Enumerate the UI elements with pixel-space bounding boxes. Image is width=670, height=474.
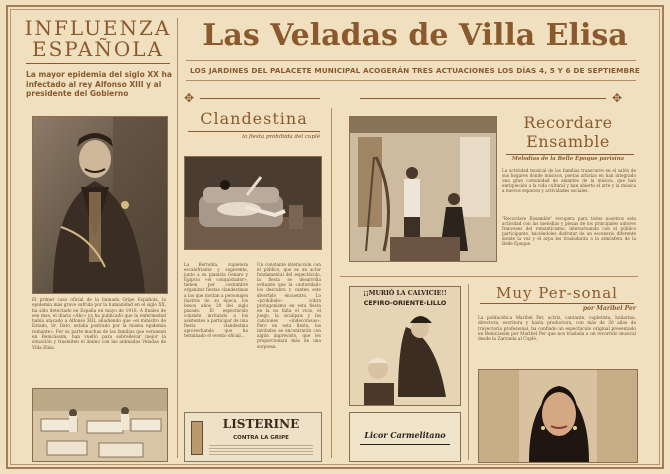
- maribel-photo: [478, 369, 638, 463]
- ornament-left: ✥: [184, 91, 195, 105]
- king-photo: [32, 116, 168, 294]
- muy-byline: por Maribel Per: [582, 305, 636, 312]
- clandestina-tagline: la fiesta prohibida del cuplé: [242, 134, 320, 140]
- licor-ad-text: Licor Carmelitano: [364, 430, 446, 440]
- clandestina-title: Clandestina: [200, 109, 308, 128]
- recordare-body2: "Recordare Ensamble" recupera para todos nosotros esta actividad con las melodías y piezas de los principales autores franceses del romanticismo, interactuando con el público participante, haciéndoles disfrutar de un escenario diferente donde la voz y el arpa les trasladarán a la atmósfera de la Belle Époque.: [502, 216, 636, 247]
- influenza-body: El primer caso oficial de la llamada Gripe Española, la epidemia más grave sufrida por la humanidad en el siglo XX, ha sido detectado en España en mayo de 1918. A finales de ese mes, el diario «Abc» ya ha publicado que la enfermedad había atacado a Alfonso XIII, añadiendo que «el ministro de Estado, Sr. Dato, estaba postrado por la misma epidemia reinante». Por su parte muchas de las familias que veranean en Benicàssim, han vuelto para sobrellevar mejor la situación y trasmiten el ánimo con las animadas Veladas de Villa Elisa.: [32, 298, 166, 351]
- listerine-ad-lines: [209, 445, 313, 455]
- cefiro-ad: [349, 286, 461, 406]
- recordare-body1: La actividad musical de las familias transcurre en el salón de sus hogares donde músicos, poetas artistas en han integrado una gran comunidad de amantes de la música, que han enriquecido a la vida cultural y han abierto el arte y la música a nuevos espacios y actividades sociales.: [502, 168, 636, 194]
- listerine-ad: [184, 412, 322, 462]
- muy-body: La polifacética Maribel Per, actriz, cantante, cupletista, bailarina, directora, escritora y hasta productora, con más de 30 años de trayectoria profesional, ha confiado un espectáculo original presentado en Benicàssim por Maribel Per que nos traslada a un recorrido musical desde la Zarzuela al Cuplé.: [478, 316, 636, 343]
- clandestina-col2: Un constante interacción con el público, que es un actor fundamental del espectáculo, la fiesta se desarrolla evitando que la «autoridad» los descubra y canten este divertido encuentro. Lo «prohibido» cobra protagonismo en esta fiesta en la no falta el vicio, el juego, la sicalipsis y las canciones «indecorosas». Pero en esta fiesta, los invitados se encontrarán con algún imprevisto, que les proporcionará más de una sorpresa.: [257, 262, 321, 349]
- recordare-title-line1: Recordare: [523, 113, 613, 132]
- hospital-photo: [32, 388, 168, 462]
- ornament-right: ✥: [612, 91, 623, 105]
- listerine-bottle-icon: [191, 421, 203, 455]
- influenza-title-line1: INFLUENZA: [24, 16, 172, 40]
- licor-ad-rule: [360, 444, 450, 445]
- influenza-title-line2: ESPAÑOLA: [32, 37, 164, 61]
- clandestina-photo: [184, 156, 322, 250]
- muy-title: Muy Per-sonal: [496, 284, 618, 302]
- licor-ad: [349, 412, 461, 462]
- listerine-ad-subtitle: CONTRA LA GRIPE: [233, 435, 289, 441]
- masthead-title: Las Veladas de Villa Elisa: [202, 18, 628, 53]
- cefiro-ad-headline: ¡¡MURIÓ LA CALVICIE!!: [363, 290, 447, 297]
- cefiro-ad-brand: CEFIRO-ORIENTE-LILLO: [363, 299, 447, 307]
- masthead-subtitle: LOS JARDINES DEL PALACETE MUNICIPAL ACOGERÁN TRES ACTUACIONES LOS DÍAS 4, 5 Y 6 DE SEPTIEMBRE: [190, 66, 640, 75]
- influenza-title: [22, 18, 174, 60]
- clandestina-col1: La Bertolita, cupletera escalofriante y sugerente, junto a su pianista Genaro y Egipcio «el conquistador», tienen por costumbre organizar fiestas clandestinas a las que invitan a personajes ilustres de su época, los besos años 20 del siglo pasado. El espectáculo consiste invitando a los asistentes a participar de una fiesta clandestina aprovechando que ha terminado el evento oficial...: [184, 262, 248, 339]
- cefiro-ad-illustration: [350, 287, 460, 405]
- recordare-title: [498, 113, 638, 151]
- listerine-ad-title: LISTERINE: [222, 417, 300, 431]
- recordare-tagline: Melodías de la Belle Époque parisina: [511, 156, 625, 162]
- recordare-photo: [349, 116, 497, 262]
- influenza-lead: La mayor epidemia del siglo XX ha infectado al rey Alfonso XIII y al presidente del Gobierno: [26, 70, 172, 98]
- recordare-title-line2: Ensamble: [526, 132, 610, 151]
